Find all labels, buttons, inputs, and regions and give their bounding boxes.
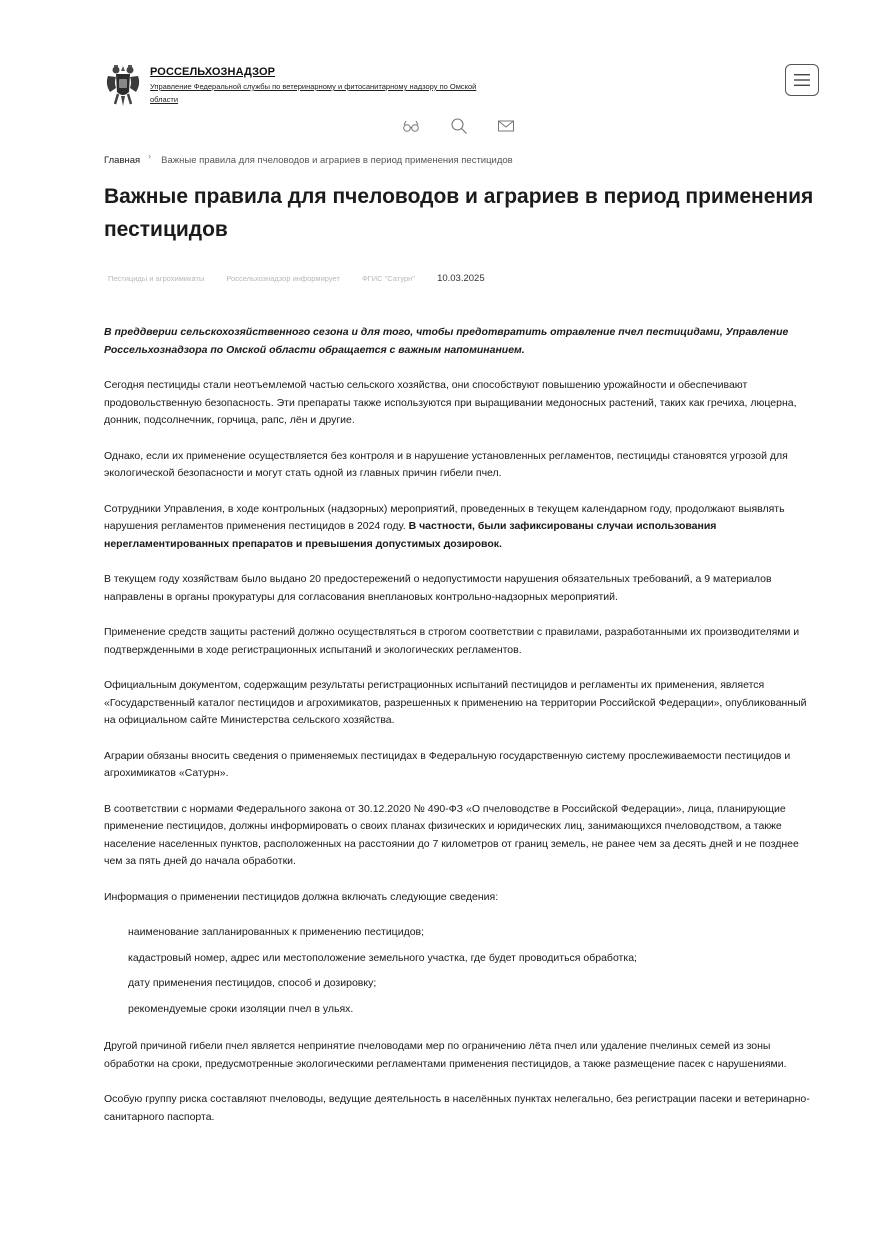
article-lead: В преддверии сельскохозяйственного сезона и для того, чтобы предотвратить отравление пчел пестицидами, Управление Россельхознадзора по Омской области обращается с важным напоминанием. (104, 326, 789, 356)
list-item: дату применения пестицидов, способ и дозировку; (128, 977, 377, 989)
paragraph-bold-text: В частности, были зафиксированы случаи использования нерегламентированных препаратов и превышения допустимых дозировок. (104, 520, 717, 550)
breadcrumb (104, 151, 513, 166)
article-paragraph: В текущем году хозяйствам было выдано 20 предостережений о недопустимости нарушения обязательных требований, а 9 материалов направлены в органы прокуратуры для согласования внеплановых контрольно-надзорных мероприятий. (104, 573, 772, 603)
paragraph-text: Сотрудники Управления, в ходе контрольных (надзорных) мероприятий, проведенных в текущем календарном году, продолжают выявлять нарушения регламентов применения пестицидов в 2024 году. (104, 502, 785, 532)
article-paragraph: Сегодня пестициды стали неотъемлемой частью сельского хозяйства, они способствуют повышению урожайности и обеспечивают продовольственную безопасность. Эти препараты также используются при выращивании медоносных растений, таких как гречиха, люцерна, донник, подсолнечник, горчица, рапс, лён и другие. (104, 379, 797, 426)
breadcrumb-home-link[interactable]: Главная (104, 155, 141, 166)
breadcrumb-current: Важные правила для пчеловодов и аграриев в период применения пестицидов (161, 155, 513, 166)
tag-link[interactable]: Россельхознадзор информирует (226, 274, 340, 283)
site-header (104, 62, 824, 108)
coat-of-arms-icon[interactable] (104, 62, 142, 108)
article-paragraph: Однако, если их применение осуществляется без контроля и в нарушение установленных регламентов, пестициды становятся угрозой для экологической безопасности и могут стать одной из главных причин гибели пчел. (104, 449, 788, 479)
article-paragraph (104, 501, 820, 554)
tag-link[interactable]: Пестициды и агрохимикаты (108, 274, 205, 283)
article-paragraph: Другой причиной гибели пчел является непринятие пчеловодами мер по ограничению лёта пчел или удаление пчелиных семей из зоны обработки на сроки, предусмотренные экологическими регламентами применения пестицидов, а также размещение пасек с нарушениями. (104, 1040, 787, 1070)
article-date: 10.03.2025 (437, 273, 485, 284)
mail-icon[interactable] (497, 117, 515, 135)
article-paragraph: Информация о применении пестицидов должна включать следующие сведения: (104, 890, 499, 903)
list-item: наименование запланированных к применению пестицидов; (128, 926, 425, 938)
org-block (150, 66, 480, 106)
org-name-link[interactable]: РОССЕЛЬХОЗНАДЗОР (150, 66, 276, 78)
article-paragraph: В соответствии с нормами Федерального закона от 30.12.2020 № 490-ФЗ «О пчеловодстве в Российской Федерации», лица, планирующие применение пестицидов, должны информировать о своих планах физических и юридических лиц, занимающихся пчеловодством, а также население населенных пунктов, расположенных на расстоянии до 7 километров от границ земель, не ранее чем за десять дней и не позднее чем за пять дней до начала обработки. (104, 802, 799, 867)
article-paragraph: Аграрии обязаны вносить сведения о применяемых пестицидах в Федеральную государственную систему прослеживаемости пестицидов и агрохимикатов «Сатурн». (104, 749, 791, 779)
list-item: рекомендуемые сроки изоляции пчел в ульях. (128, 1002, 354, 1015)
list-item: кадастровый номер, адрес или местоположение земельного участка, где будет проводиться обработка; (128, 951, 637, 964)
header-tools (402, 117, 522, 137)
requirements-list (128, 924, 820, 1018)
article-paragraph: Особую группу риска составляют пчеловоды, ведущие деятельность в населённых пунктах нелегально, без регистрации пасеки и ветеринарно-санитарного паспорта. (104, 1093, 810, 1123)
glasses-icon[interactable] (402, 117, 420, 135)
breadcrumb-separator: › (148, 151, 152, 161)
menu-button[interactable] (785, 64, 819, 96)
article-paragraph: Официальным документом, содержащим результаты регистрационных испытаний пестицидов и регламенты их применения, является «Государственный каталог пестицидов и агрохимикатов, разрешенных к применению на территории Российской Федерации», опубликованный на официальном сайте Министерства сельского хозяйства. (104, 679, 807, 726)
org-subtitle-link[interactable]: Управление Федеральной службы по ветеринарному и фитосанитарному надзору по Омской области (150, 82, 477, 104)
article-paragraph: Применение средств защиты растений должно осуществляться в строгом соответствии с правилами, разработанными их производителями и подтвержденными в ходе регистрационных испытаний и экологических регламентов. (104, 626, 800, 656)
hamburger-menu-icon (794, 74, 810, 86)
article-meta (108, 273, 505, 284)
page-title: Важные правила для пчеловодов и аграриев в период применения пестицидов (104, 185, 814, 241)
tag-link[interactable]: ФГИС "Сатурн" (361, 274, 415, 283)
search-icon[interactable] (450, 117, 468, 135)
article-body (104, 324, 820, 1144)
